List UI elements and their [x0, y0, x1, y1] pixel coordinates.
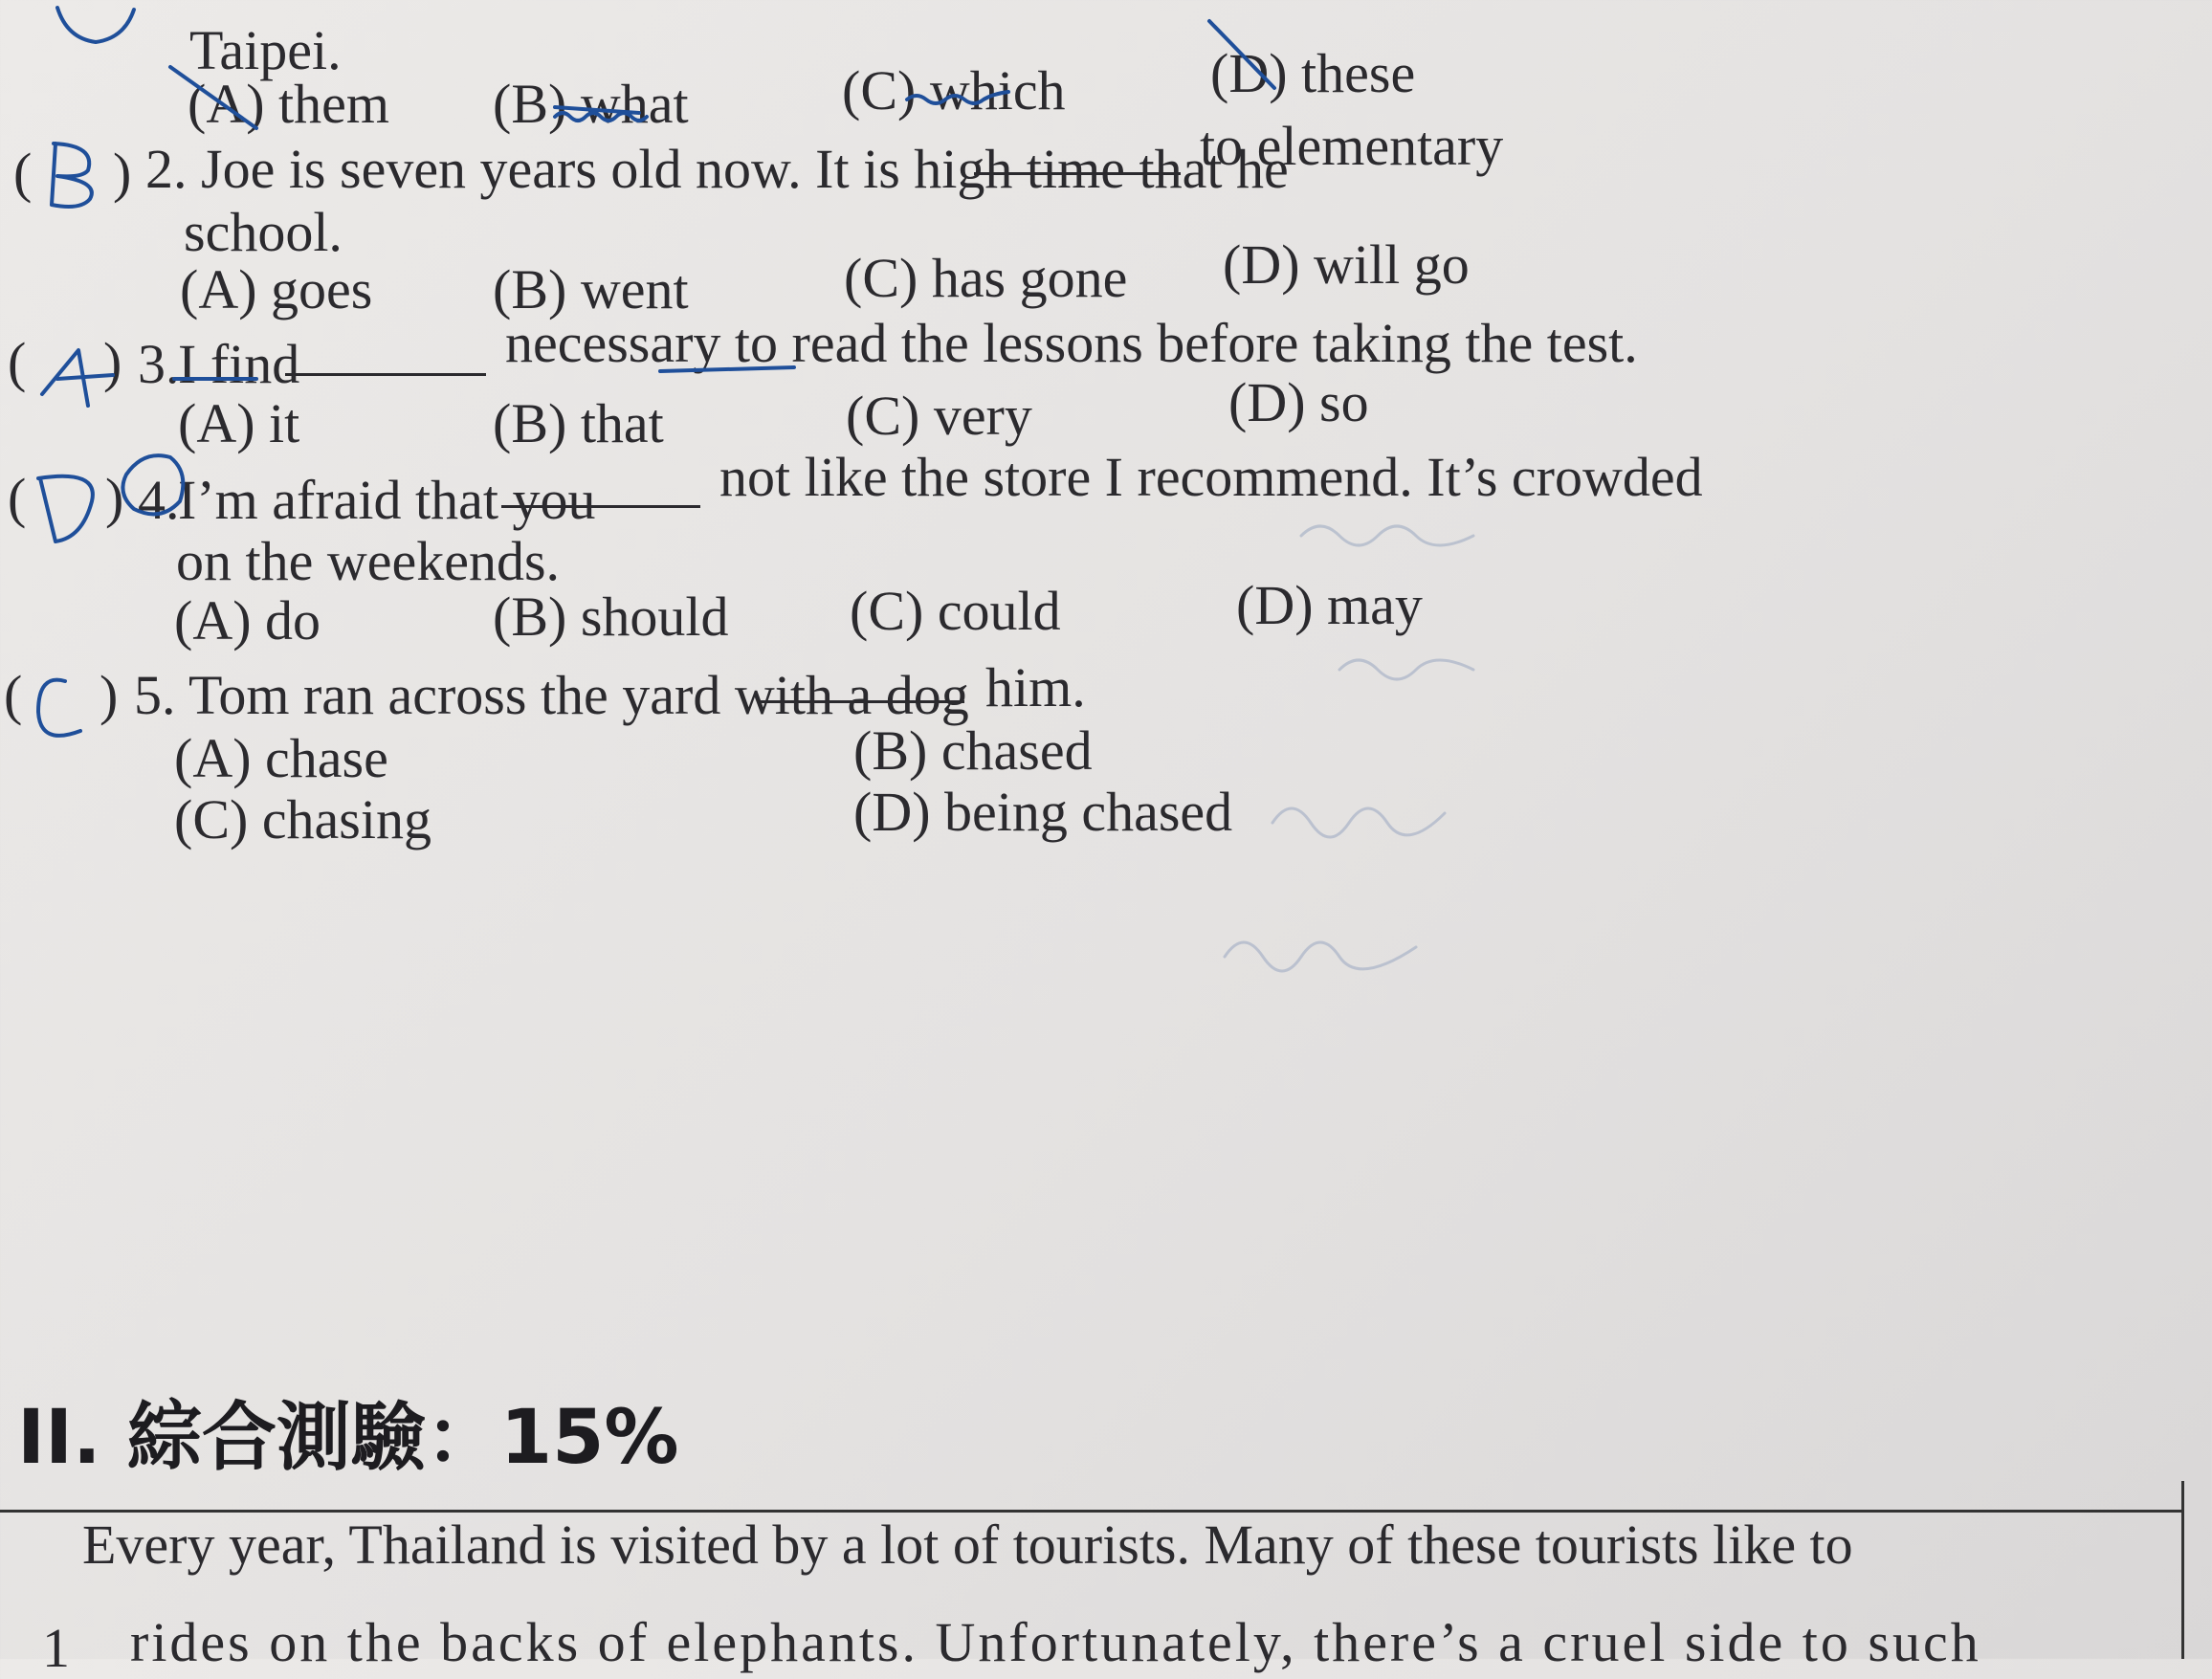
- q3-answer-paren-open: (: [8, 331, 27, 393]
- q3-number: 3.: [138, 333, 180, 395]
- q2-answer-paren-open: (: [13, 142, 33, 204]
- q5-stem-end: him.: [985, 656, 1086, 718]
- q1-option-d: (D) these: [1210, 42, 1416, 104]
- ink-faint-margin-scribble-1: [1301, 526, 1473, 545]
- q1-option-b: (B) what: [493, 73, 689, 135]
- q3-stem-end: necessary to read the lessons before taking the test.: [505, 312, 1638, 374]
- ink-answer-q5-c: [38, 680, 80, 736]
- q1-option-c: (C) which: [842, 59, 1066, 122]
- q2-stem: 2. Joe is seven years old now. It is high time that he: [145, 138, 1289, 200]
- q4-stem-line2: on the weekends.: [176, 530, 561, 592]
- q5-answer-paren-open: (: [4, 664, 23, 726]
- ink-answer-q4-d: [38, 476, 93, 541]
- q5-option-d: (D) being chased: [853, 781, 1233, 843]
- q3-option-d: (D) so: [1228, 371, 1369, 433]
- q2-option-d: (D) will go: [1223, 233, 1470, 296]
- ink-answer-q3-a: [42, 350, 113, 406]
- ink-wavy-underline-which: [907, 92, 1008, 103]
- passage-line-1: Every year, Thailand is visited by a lot of tourists. Many of these tourists like to: [82, 1513, 1853, 1576]
- ink-faint-margin-scribble-4: [1225, 942, 1416, 971]
- q3-answer-paren-close: ): [103, 331, 122, 393]
- q5-option-b: (B) chased: [853, 719, 1093, 782]
- q2-option-a: (A) goes: [180, 258, 373, 320]
- ink-circle-q4-number: [122, 455, 183, 514]
- q2-answer-paren-close: ): [113, 142, 132, 204]
- q2-stem-end: to elementary: [1200, 115, 1504, 177]
- q5-stem: 5. Tom ran across the yard with a dog: [134, 664, 969, 726]
- q4-stem-start: I’m afraid that you: [178, 469, 596, 531]
- q2-stem-line2: school.: [184, 201, 343, 263]
- q5-option-a: (A) chase: [174, 727, 388, 789]
- ink-slash-q1-a: [170, 67, 256, 128]
- q5-option-c: (C) chasing: [174, 788, 431, 851]
- ink-partial-circle: [57, 8, 134, 42]
- q4-option-a: (A) do: [174, 589, 321, 652]
- q2-option-c: (C) has gone: [844, 247, 1128, 309]
- q1-option-a: (A) them: [188, 73, 389, 135]
- q4-stem-end: not like the store I recommend. It’s crowded: [719, 446, 1703, 508]
- section-heading: II. 綜合測驗：15%: [17, 1395, 679, 1481]
- passage-blank-number: 1: [42, 1617, 70, 1679]
- q4-option-d: (D) may: [1236, 574, 1423, 636]
- passage-line-2: rides on the backs of elephants. Unfortunately, there’s a cruel side to such: [130, 1611, 1981, 1673]
- ink-answer-q2-b: [52, 144, 92, 207]
- q4-answer-paren-close: ): [105, 467, 124, 529]
- q5-answer-paren-close: ): [100, 664, 119, 726]
- q3-option-b: (B) that: [493, 392, 664, 454]
- ink-underline-to-read: [660, 367, 794, 371]
- q2-option-b: (B) went: [493, 258, 689, 320]
- q4-number: 4.: [138, 469, 180, 531]
- q4-answer-paren-open: (: [8, 467, 27, 529]
- ink-faint-margin-scribble-2: [1339, 660, 1473, 679]
- q3-option-a: (A) it: [178, 392, 300, 454]
- q1-tail: Taipei.: [189, 19, 342, 81]
- q4-option-b: (B) should: [493, 585, 729, 648]
- ink-slash-q1-d: [1209, 21, 1274, 88]
- ink-faint-margin-scribble-3: [1272, 808, 1445, 837]
- q3-stem-start: I find: [178, 333, 300, 395]
- q4-option-c: (C) could: [850, 580, 1061, 642]
- q3-option-c: (C) very: [846, 385, 1032, 447]
